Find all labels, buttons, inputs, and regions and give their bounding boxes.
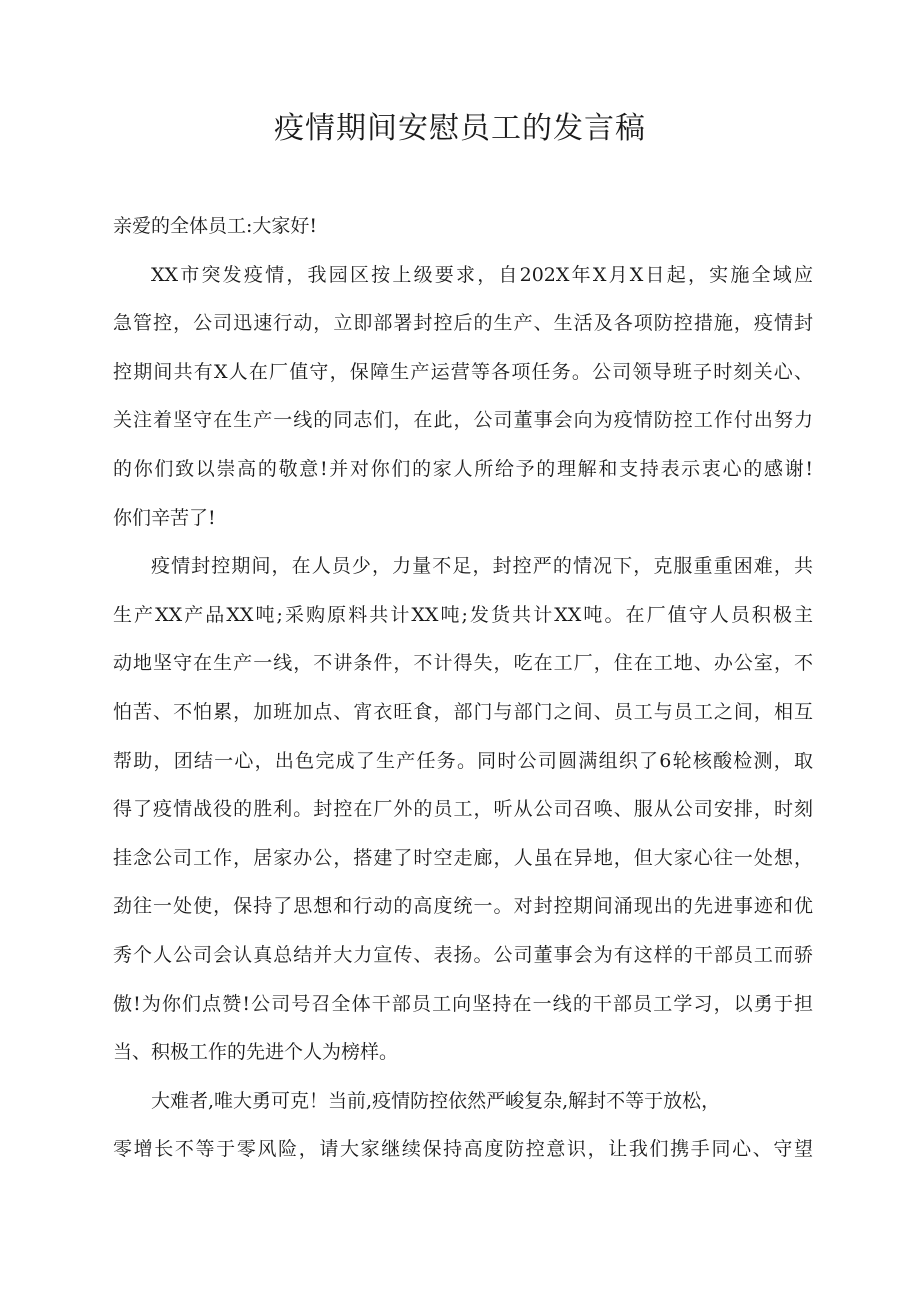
paragraph-line: 怕苦、不怕累，加班加点、宵衣旺食，部门与部门之间、员工与员工之间，相互 bbox=[113, 700, 813, 723]
document-title: 疫情期间安慰员工的发言稿 bbox=[274, 111, 646, 146]
paragraph-line: 动地坚守在生产一线，不讲条件，不计得失，吃在工厂，住在工地、办公室，不 bbox=[113, 652, 813, 675]
paragraph-line: XX市突发疫情，我园区按上级要求，自202X年X月X日起，实施全域应 bbox=[151, 263, 813, 286]
paragraph-line: 秀个人公司会认真总结并大力宣传、表扬。公司董事会为有这样的干部员工而骄 bbox=[113, 943, 813, 966]
paragraph-line: 急管控，公司迅速行动，立即部署封控后的生产、生活及各项防控措施，疫情封 bbox=[113, 312, 813, 335]
paragraph-line: 关注着坚守在生产一线的同志们，在此，公司董事会向为疫情防控工作付出努力 bbox=[113, 409, 813, 432]
document-body bbox=[113, 202, 813, 1174]
paragraph-line: 的你们致以崇高的敬意!并对你们的家人所给予的理解和支持表示衷心的感谢! bbox=[113, 457, 813, 480]
paragraph-line: 大难者,唯大勇可克！当前,疫情防控依然严峻复杂,解封不等于放松， bbox=[151, 1089, 721, 1112]
paragraph-line: 你们辛苦了! bbox=[113, 506, 216, 529]
paragraph-line: 生产XX产品XX吨;采购原料共计XX吨;发货共计XX吨。在厂值守人员积极主 bbox=[113, 603, 813, 626]
paragraph-line: 挂念公司工作，居家办公，搭建了时空走廊，人虽在异地，但大家心往一处想， bbox=[113, 846, 813, 869]
greeting: 亲爱的全体员工:大家好! bbox=[113, 215, 318, 237]
paragraph-line: 当、积极工作的先进个人为榜样。 bbox=[113, 1041, 399, 1064]
paragraph-line: 傲!为你们点赞!公司号召全体干部员工向坚持在一线的干部员工学习，以勇于担 bbox=[113, 992, 813, 1015]
paragraph-line: 控期间共有X人在厂值守，保障生产运营等各项任务。公司领导班子时刻关心、 bbox=[113, 360, 813, 383]
paragraph-line: 疫情封控期间，在人员少，力量不足，封控严的情况下，克服重重困难，共 bbox=[151, 555, 813, 578]
paragraph-line: 得了疫情战役的胜利。封控在厂外的员工，听从公司召唤、服从公司安排，时刻 bbox=[113, 798, 813, 821]
paragraph-line: 劲往一处使，保持了思想和行动的高度统一。对封控期间涌现出的先进事迹和优 bbox=[113, 895, 813, 918]
paragraph-line: 帮助，团结一心，出色完成了生产任务。同时公司圆满组织了6轮核酸检测，取 bbox=[113, 749, 813, 772]
paragraph-line: 零增长不等于零风险，请大家继续保持高度防控意识，让我们携手同心、守望 bbox=[113, 1138, 813, 1161]
